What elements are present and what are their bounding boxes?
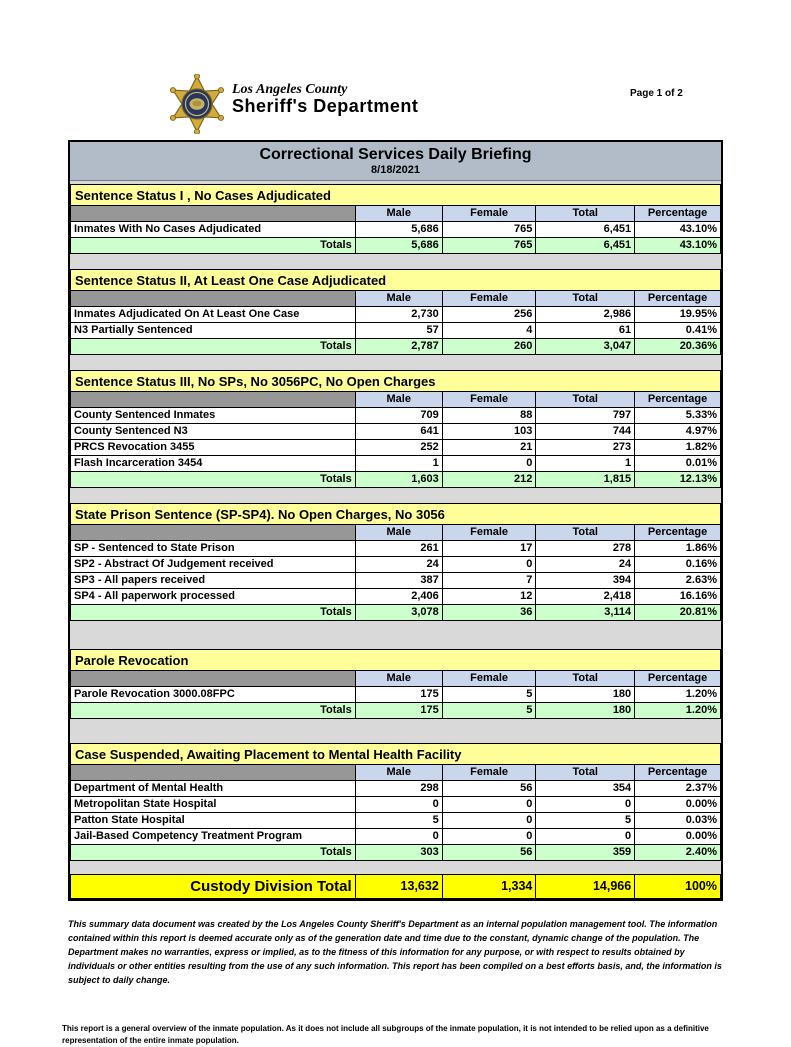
custody-division-total-table xyxy=(70,874,721,899)
column-header-female: Female xyxy=(442,671,536,687)
totals-value-male: 175 xyxy=(355,703,442,719)
table-row xyxy=(71,307,721,323)
row-value-female: 103 xyxy=(442,424,536,440)
table-row xyxy=(71,440,721,456)
row-value-percentage: 0.41% xyxy=(635,323,721,339)
row-value-total: 180 xyxy=(536,687,635,703)
column-header-total: Total xyxy=(536,291,635,307)
table-row xyxy=(71,323,721,339)
section-table xyxy=(70,205,721,254)
row-label: Parole Revocation 3000.08FPC xyxy=(71,687,356,703)
row-value-male: 252 xyxy=(355,440,442,456)
totals-value-percentage: 12.13% xyxy=(635,472,721,488)
row-value-female: 0 xyxy=(442,813,536,829)
row-value-total: 0 xyxy=(536,797,635,813)
totals-value-male: 3,078 xyxy=(355,605,442,621)
department-logo xyxy=(168,74,418,134)
row-label: SP - Sentenced to State Prison xyxy=(71,541,356,557)
totals-row xyxy=(71,238,721,254)
table-row xyxy=(71,589,721,605)
column-header-row xyxy=(71,291,721,307)
row-label: PRCS Revocation 3455 xyxy=(71,440,356,456)
report-section xyxy=(70,370,721,488)
totals-value-male: 1,603 xyxy=(355,472,442,488)
row-value-percentage: 2.63% xyxy=(635,573,721,589)
report-section xyxy=(70,649,721,719)
totals-value-female: 56 xyxy=(442,845,536,861)
column-header-female: Female xyxy=(442,291,536,307)
custody-division-total-label: Custody Division Total xyxy=(71,875,356,899)
row-value-male: 5,686 xyxy=(355,222,442,238)
table-row xyxy=(71,557,721,573)
table-row xyxy=(71,573,721,589)
section-table xyxy=(70,290,721,355)
page-number: Page 1 of 2 xyxy=(630,88,683,99)
totals-value-female: 765 xyxy=(442,238,536,254)
section-table xyxy=(70,764,721,861)
totals-value-total: 359 xyxy=(536,845,635,861)
totals-value-percentage: 1.20% xyxy=(635,703,721,719)
column-header-row xyxy=(71,206,721,222)
row-value-percentage: 19.95% xyxy=(635,307,721,323)
column-header-total: Total xyxy=(536,525,635,541)
row-value-male: 1 xyxy=(355,456,442,472)
column-header-male: Male xyxy=(355,291,442,307)
row-value-male: 2,730 xyxy=(355,307,442,323)
totals-value-percentage: 20.81% xyxy=(635,605,721,621)
report-section xyxy=(70,269,721,355)
totals-value-female: 5 xyxy=(442,703,536,719)
column-header-male: Male xyxy=(355,206,442,222)
totals-row xyxy=(71,703,721,719)
column-header-female: Female xyxy=(442,765,536,781)
report-title-bar xyxy=(70,142,721,181)
row-value-percentage: 0.03% xyxy=(635,813,721,829)
row-value-male: 387 xyxy=(355,573,442,589)
table-row xyxy=(71,797,721,813)
row-value-male: 261 xyxy=(355,541,442,557)
column-header-percentage: Percentage xyxy=(635,765,721,781)
section-title: Sentence Status I , No Cases Adjudicated xyxy=(70,184,721,205)
totals-row xyxy=(71,605,721,621)
row-value-male: 641 xyxy=(355,424,442,440)
row-value-female: 88 xyxy=(442,408,536,424)
table-row xyxy=(71,829,721,845)
column-header-percentage: Percentage xyxy=(635,525,721,541)
table-row xyxy=(71,222,721,238)
logo-department-text: Sheriff's Department xyxy=(232,96,419,116)
row-value-total: 2,986 xyxy=(536,307,635,323)
row-value-total: 273 xyxy=(536,440,635,456)
column-header-male: Male xyxy=(355,392,442,408)
report-title: Correctional Services Daily Briefing xyxy=(259,146,532,163)
row-label: County Sentenced Inmates xyxy=(71,408,356,424)
row-value-percentage: 4.97% xyxy=(635,424,721,440)
row-value-female: 12 xyxy=(442,589,536,605)
row-label: Inmates Adjudicated On At Least One Case xyxy=(71,307,356,323)
totals-value-total: 1,815 xyxy=(536,472,635,488)
row-label: Flash Incarceration 3454 xyxy=(71,456,356,472)
column-header-percentage: Percentage xyxy=(635,206,721,222)
row-value-male: 298 xyxy=(355,781,442,797)
section-title: Case Suspended, Awaiting Placement to Mental Health Facility xyxy=(70,743,721,764)
column-header-male: Male xyxy=(355,525,442,541)
row-value-total: 61 xyxy=(536,323,635,339)
row-value-male: 175 xyxy=(355,687,442,703)
row-value-total: 744 xyxy=(536,424,635,440)
totals-value-total: 3,114 xyxy=(536,605,635,621)
row-value-total: 278 xyxy=(536,541,635,557)
column-header-female: Female xyxy=(442,392,536,408)
custody-total-female: 1,334 xyxy=(442,875,536,899)
corner-cell xyxy=(71,206,356,222)
table-row xyxy=(71,781,721,797)
row-label: Inmates With No Cases Adjudicated xyxy=(71,222,356,238)
row-value-male: 57 xyxy=(355,323,442,339)
corner-cell xyxy=(71,291,356,307)
column-header-percentage: Percentage xyxy=(635,392,721,408)
totals-label: Totals xyxy=(71,845,356,861)
row-label: County Sentenced N3 xyxy=(71,424,356,440)
corner-cell xyxy=(71,765,356,781)
totals-label: Totals xyxy=(71,238,356,254)
row-value-female: 0 xyxy=(442,829,536,845)
column-header-female: Female xyxy=(442,525,536,541)
totals-value-total: 6,451 xyxy=(536,238,635,254)
totals-value-total: 3,047 xyxy=(536,339,635,355)
row-label: Metropolitan State Hospital xyxy=(71,797,356,813)
table-row xyxy=(71,541,721,557)
totals-label: Totals xyxy=(71,339,356,355)
totals-value-percentage: 43.10% xyxy=(635,238,721,254)
sections-container xyxy=(70,184,721,861)
custody-total-male: 13,632 xyxy=(355,875,442,899)
custody-division-total-row xyxy=(71,875,721,899)
report-header xyxy=(0,0,791,140)
column-header-percentage: Percentage xyxy=(635,291,721,307)
disclaimer-text: This summary data document was created by the Los Angeles County Sheriff's Department as an internal population management tool. The information contained within this report is deemed accurate only as of the generation date and time due to the constant, dynamic change of the population. The Department makes no warranties, express or implied, as to the fitness of this information for any purpose, or with respect to results obtained by individuals or other entities resulting from the use of any such information. This report has been compiled on a best efforts basis, and, the information is subject to daily change. xyxy=(68,919,722,985)
totals-label: Totals xyxy=(71,605,356,621)
row-value-percentage: 1.82% xyxy=(635,440,721,456)
row-value-total: 5 xyxy=(536,813,635,829)
table-row xyxy=(71,408,721,424)
report-section xyxy=(70,503,721,621)
section-table xyxy=(70,391,721,488)
row-label: SP4 - All paperwork processed xyxy=(71,589,356,605)
row-value-total: 24 xyxy=(536,557,635,573)
section-table xyxy=(70,670,721,719)
row-value-percentage: 0.16% xyxy=(635,557,721,573)
corner-cell xyxy=(71,392,356,408)
section-title: State Prison Sentence (SP-SP4). No Open Charges, No 3056 xyxy=(70,503,721,524)
row-value-percentage: 16.16% xyxy=(635,589,721,605)
totals-value-female: 212 xyxy=(442,472,536,488)
row-value-female: 21 xyxy=(442,440,536,456)
footnote-text: This report is a general overview of the inmate population. As it does not include all subgroups of the inmate population, it is not intended to be relied upon as a definitive representation of the entire inmate population. xyxy=(62,1024,709,1045)
row-label: Jail-Based Competency Treatment Program xyxy=(71,829,356,845)
row-value-percentage: 0.00% xyxy=(635,797,721,813)
logo-text xyxy=(232,74,418,116)
row-value-female: 0 xyxy=(442,557,536,573)
totals-value-female: 260 xyxy=(442,339,536,355)
row-value-total: 394 xyxy=(536,573,635,589)
row-value-total: 354 xyxy=(536,781,635,797)
table-row xyxy=(71,456,721,472)
totals-label: Totals xyxy=(71,472,356,488)
logo-county-text: Los Angeles County xyxy=(232,82,348,97)
row-value-male: 0 xyxy=(355,829,442,845)
column-header-total: Total xyxy=(536,392,635,408)
row-value-total: 0 xyxy=(536,829,635,845)
row-value-female: 256 xyxy=(442,307,536,323)
table-row xyxy=(71,813,721,829)
column-header-percentage: Percentage xyxy=(635,671,721,687)
row-value-female: 0 xyxy=(442,456,536,472)
row-value-percentage: 43.10% xyxy=(635,222,721,238)
row-label: N3 Partially Sentenced xyxy=(71,323,356,339)
row-value-male: 24 xyxy=(355,557,442,573)
column-header-row xyxy=(71,525,721,541)
row-label: Patton State Hospital xyxy=(71,813,356,829)
row-value-female: 0 xyxy=(442,797,536,813)
row-value-total: 797 xyxy=(536,408,635,424)
totals-value-male: 5,686 xyxy=(355,238,442,254)
row-value-male: 0 xyxy=(355,797,442,813)
section-title: Sentence Status II, At Least One Case Adjudicated xyxy=(70,269,721,290)
section-title: Sentence Status III, No SPs, No 3056PC, No Open Charges xyxy=(70,370,721,391)
row-label: SP2 - Abstract Of Judgement received xyxy=(71,557,356,573)
custody-total-percentage: 100% xyxy=(635,875,721,899)
totals-value-percentage: 2.40% xyxy=(635,845,721,861)
row-value-female: 17 xyxy=(442,541,536,557)
row-label: SP3 - All papers received xyxy=(71,573,356,589)
row-value-percentage: 0.01% xyxy=(635,456,721,472)
row-value-total: 2,418 xyxy=(536,589,635,605)
totals-label: Totals xyxy=(71,703,356,719)
corner-cell xyxy=(71,671,356,687)
column-header-male: Male xyxy=(355,765,442,781)
report-section xyxy=(70,184,721,254)
report-body xyxy=(68,140,723,901)
row-value-total: 6,451 xyxy=(536,222,635,238)
totals-value-male: 303 xyxy=(355,845,442,861)
column-header-total: Total xyxy=(536,206,635,222)
row-value-female: 765 xyxy=(442,222,536,238)
column-header-total: Total xyxy=(536,765,635,781)
report-date: 8/18/2021 xyxy=(371,164,420,176)
column-header-male: Male xyxy=(355,671,442,687)
corner-cell xyxy=(71,525,356,541)
row-value-female: 56 xyxy=(442,781,536,797)
row-label: Department of Mental Health xyxy=(71,781,356,797)
row-value-total: 1 xyxy=(536,456,635,472)
column-header-row xyxy=(71,392,721,408)
custody-total-total: 14,966 xyxy=(536,875,635,899)
table-row xyxy=(71,424,721,440)
row-value-male: 709 xyxy=(355,408,442,424)
column-header-total: Total xyxy=(536,671,635,687)
totals-value-female: 36 xyxy=(442,605,536,621)
row-value-percentage: 1.86% xyxy=(635,541,721,557)
column-header-row xyxy=(71,671,721,687)
totals-row xyxy=(71,339,721,355)
column-header-row xyxy=(71,765,721,781)
section-table xyxy=(70,524,721,621)
row-value-percentage: 5.33% xyxy=(635,408,721,424)
row-value-percentage: 1.20% xyxy=(635,687,721,703)
column-header-female: Female xyxy=(442,206,536,222)
sheriff-star-logo-icon xyxy=(168,74,226,134)
totals-value-percentage: 20.36% xyxy=(635,339,721,355)
row-value-male: 2,406 xyxy=(355,589,442,605)
row-value-percentage: 2.37% xyxy=(635,781,721,797)
totals-value-total: 180 xyxy=(536,703,635,719)
row-value-female: 7 xyxy=(442,573,536,589)
report-section xyxy=(70,743,721,861)
row-value-percentage: 0.00% xyxy=(635,829,721,845)
totals-value-male: 2,787 xyxy=(355,339,442,355)
totals-row xyxy=(71,845,721,861)
row-value-female: 5 xyxy=(442,687,536,703)
row-value-female: 4 xyxy=(442,323,536,339)
section-title: Parole Revocation xyxy=(70,649,721,670)
row-value-male: 5 xyxy=(355,813,442,829)
totals-row xyxy=(71,472,721,488)
table-row xyxy=(71,687,721,703)
